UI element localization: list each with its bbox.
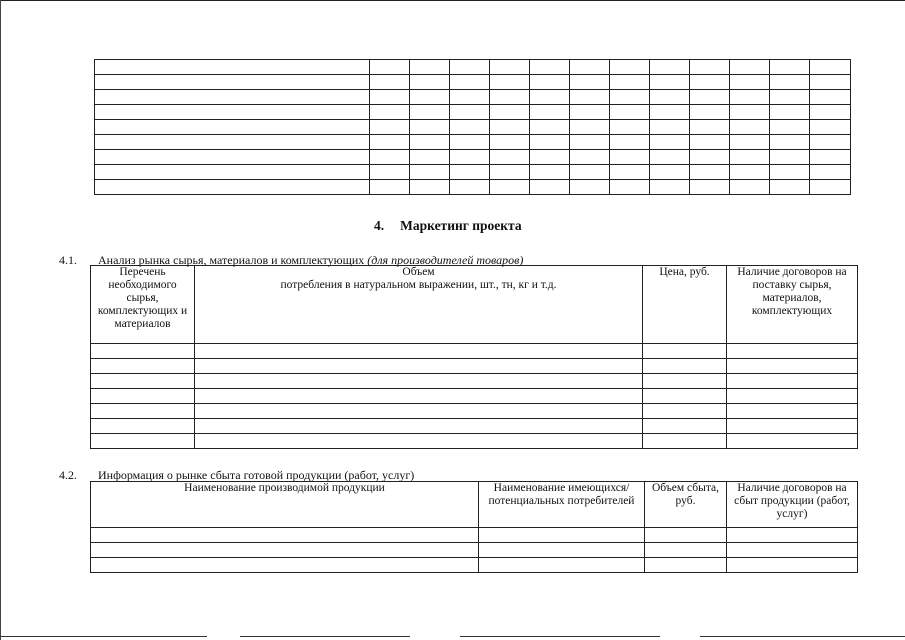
empty-cell [643,404,727,419]
empty-cell [610,75,650,90]
empty-cell [650,60,690,75]
empty-cell [570,165,610,180]
empty-cell [410,105,450,120]
empty-cell [410,135,450,150]
empty-cell [690,135,730,150]
empty-cell [195,344,643,359]
empty-cell [370,150,410,165]
empty-cell [650,75,690,90]
empty-cell [643,389,727,404]
empty-cell [610,60,650,75]
empty-cell [530,90,570,105]
empty-cell [490,105,530,120]
empty-cell [370,90,410,105]
empty-cell [727,543,858,558]
empty-cell [91,404,195,419]
empty-cell [810,75,851,90]
empty-cell [610,180,650,195]
empty-cell [479,543,645,558]
empty-cell [95,180,370,195]
empty-cell [450,135,490,150]
empty-cell [370,105,410,120]
empty-cell [770,150,810,165]
empty-cell [650,165,690,180]
subsection-label: Информация о рынке сбыта готовой продукции (работ, услуг) [98,468,415,482]
empty-cell [490,60,530,75]
empty-cell [730,105,770,120]
empty-cell [195,404,643,419]
empty-cell [690,60,730,75]
empty-cell [770,60,810,75]
empty-cell [370,60,410,75]
empty-cell [91,359,195,374]
table-row [95,120,851,135]
empty-cell [730,75,770,90]
empty-cell [810,180,851,195]
empty-cell [91,344,195,359]
header-consumers: Наименование имеющихся/потенциальных потребителей [479,482,645,528]
empty-cell [770,90,810,105]
table-row [91,528,858,543]
empty-cell [410,165,450,180]
empty-cell [570,75,610,90]
empty-cell [91,389,195,404]
empty-cell [370,75,410,90]
empty-cell [95,120,370,135]
empty-cell [650,105,690,120]
empty-cell [490,120,530,135]
header-volume-title: Объем [402,266,435,278]
empty-cell [810,105,851,120]
page-top-edge [0,0,905,1]
header-list: Перечень необходимого сырья, комплектующих и материалов [91,266,195,344]
sales-header-row [91,482,858,528]
table-row [91,434,858,449]
empty-cell [95,135,370,150]
empty-cell [450,150,490,165]
empty-cell [450,75,490,90]
empty-cell [490,150,530,165]
table-row [91,374,858,389]
table-row [95,135,851,150]
subsection-4-2-heading [59,468,619,482]
empty-cell [195,359,643,374]
empty-cell [95,90,370,105]
empty-cell [530,120,570,135]
empty-cell [195,389,643,404]
empty-cell [570,90,610,105]
page-left-edge [0,0,1,640]
empty-cell [643,359,727,374]
empty-cell [530,105,570,120]
empty-cell [450,180,490,195]
empty-cell [490,75,530,90]
empty-cell [770,120,810,135]
empty-cell [610,120,650,135]
header-sales: Объем сбыта, руб. [645,482,727,528]
empty-cell [810,165,851,180]
empty-cell [370,135,410,150]
empty-cell [479,528,645,543]
empty-cell [610,135,650,150]
table-row [95,150,851,165]
empty-cell [645,543,727,558]
empty-cell [730,90,770,105]
empty-cell [810,150,851,165]
empty-cell [95,75,370,90]
empty-cell [450,165,490,180]
empty-cell [570,120,610,135]
table-row [95,60,851,75]
empty-cell [95,165,370,180]
table-row [95,180,851,195]
empty-cell [690,120,730,135]
empty-cell [91,528,479,543]
empty-cell [530,60,570,75]
empty-cell [650,120,690,135]
empty-cell [770,105,810,120]
empty-cell [727,434,858,449]
empty-cell [810,135,851,150]
empty-cell [610,150,650,165]
sales-market-table [90,481,858,573]
footer-rule [0,636,207,637]
section-number: 4. [374,218,385,233]
footer-rule [460,636,660,637]
empty-cell [727,374,858,389]
empty-cell [370,180,410,195]
continuation-table [94,59,851,195]
empty-cell [643,419,727,434]
empty-cell [645,528,727,543]
empty-cell [91,543,479,558]
table-row [91,344,858,359]
empty-cell [91,434,195,449]
empty-cell [570,150,610,165]
table-row [95,75,851,90]
empty-cell [770,135,810,150]
subsection-label: Анализ рынка сырья, материалов и комплектующих [98,253,365,267]
empty-cell [610,165,650,180]
empty-cell [195,374,643,389]
empty-cell [643,374,727,389]
raw-materials-header-row [91,266,858,344]
empty-cell [645,558,727,573]
empty-cell [730,150,770,165]
section-heading [374,218,522,234]
table-row [95,165,851,180]
subsection-note: (для производителей товаров) [367,253,524,267]
header-price: Цена, руб. [643,266,727,344]
empty-cell [91,374,195,389]
empty-cell [490,90,530,105]
empty-cell [490,165,530,180]
empty-cell [727,528,858,543]
empty-cell [570,105,610,120]
empty-cell [643,434,727,449]
empty-cell [410,75,450,90]
table-row [91,419,858,434]
header-product: Наименование производимой продукции [91,482,479,528]
empty-cell [450,105,490,120]
header-volume [195,266,643,344]
empty-cell [530,135,570,150]
empty-cell [690,105,730,120]
empty-cell [370,165,410,180]
empty-cell [479,558,645,573]
empty-cell [643,344,727,359]
empty-cell [450,60,490,75]
empty-cell [727,558,858,573]
empty-cell [195,434,643,449]
empty-cell [730,60,770,75]
subsection-number: 4.2. [59,468,77,482]
empty-cell [610,105,650,120]
empty-cell [195,419,643,434]
empty-cell [727,389,858,404]
empty-cell [570,60,610,75]
empty-cell [727,419,858,434]
table-row [95,105,851,120]
empty-cell [690,180,730,195]
empty-cell [95,60,370,75]
empty-cell [650,150,690,165]
empty-cell [570,135,610,150]
empty-cell [410,60,450,75]
empty-cell [91,419,195,434]
empty-cell [450,90,490,105]
empty-cell [650,180,690,195]
empty-cell [610,90,650,105]
empty-cell [570,180,610,195]
empty-cell [490,135,530,150]
empty-cell [730,165,770,180]
empty-cell [730,135,770,150]
empty-cell [450,120,490,135]
table-row [91,404,858,419]
empty-cell [810,120,851,135]
empty-cell [410,90,450,105]
empty-cell [530,150,570,165]
section-title: Маркетинг проекта [400,218,522,233]
empty-cell [410,180,450,195]
empty-cell [530,165,570,180]
empty-cell [690,90,730,105]
empty-cell [730,120,770,135]
empty-cell [690,165,730,180]
table-row [95,90,851,105]
empty-cell [530,180,570,195]
empty-cell [530,75,570,90]
header-volume-desc: потребления в натуральном выражении, шт., тн, кг и т.д. [280,279,557,291]
empty-cell [770,75,810,90]
subsection-number: 4.1. [59,253,77,267]
empty-cell [690,75,730,90]
empty-cell [810,60,851,75]
empty-cell [410,150,450,165]
empty-cell [650,135,690,150]
empty-cell [410,120,450,135]
empty-cell [370,120,410,135]
empty-cell [810,90,851,105]
header-contracts: Наличие договоров на поставку сырья, материалов, комплектующих [727,266,858,344]
empty-cell [650,90,690,105]
table-row [91,359,858,374]
empty-cell [730,180,770,195]
empty-cell [690,150,730,165]
empty-cell [770,180,810,195]
raw-materials-table [90,265,858,449]
empty-cell [727,344,858,359]
footer-rule [240,636,410,637]
table-row [91,543,858,558]
empty-cell [95,105,370,120]
empty-cell [95,150,370,165]
empty-cell [727,404,858,419]
table-row [91,389,858,404]
empty-cell [490,180,530,195]
header-contracts: Наличие договоров на сбыт продукции (работ, услуг) [727,482,858,528]
empty-cell [91,558,479,573]
table-row [91,558,858,573]
footer-rule [700,636,905,637]
empty-cell [727,359,858,374]
empty-cell [770,165,810,180]
